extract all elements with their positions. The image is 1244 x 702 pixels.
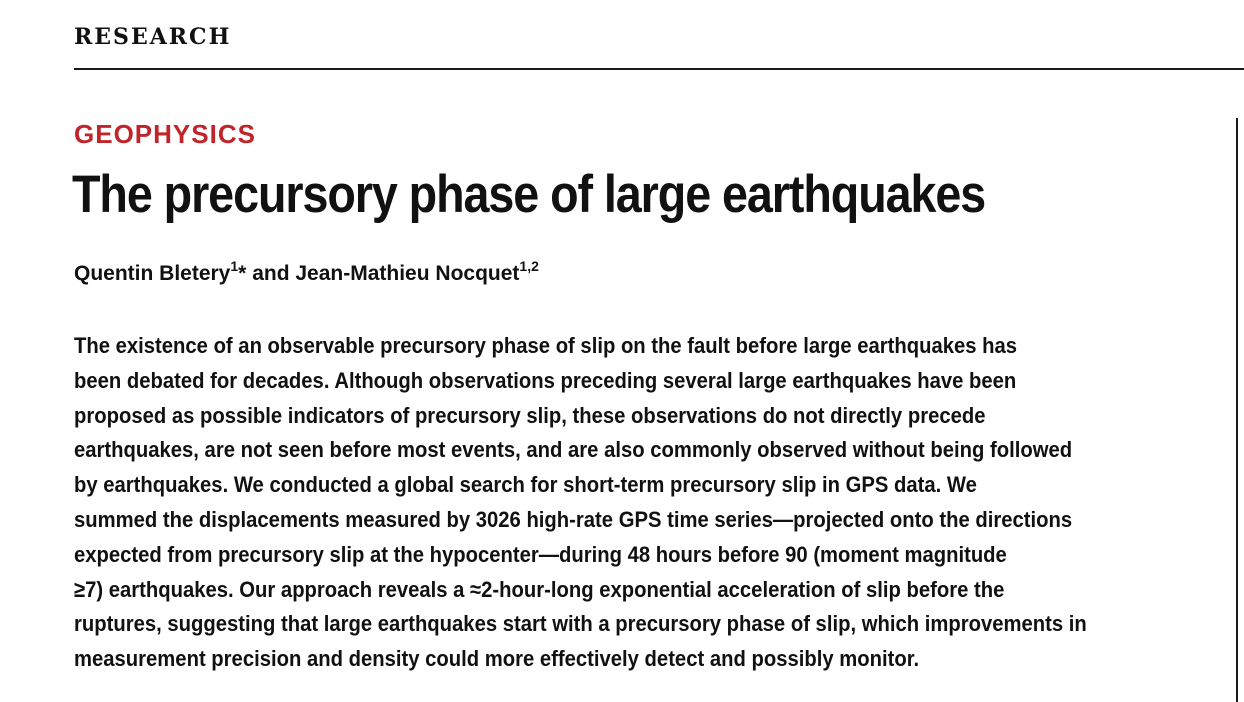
article-title: The precursory phase of large earthquakes (72, 165, 986, 224)
abstract (74, 329, 1224, 677)
author-name: Quentin Bletery (74, 262, 231, 285)
header-rule (74, 68, 1244, 70)
abstract-line: ruptures, suggesting that large earthquakes start with a precursory phase of slip, which improvements in (74, 611, 1087, 637)
abstract-line: earthquakes, are not seen before most events, and are also commonly observed without being followed (74, 437, 1073, 463)
abstract-line: expected from precursory slip at the hypocenter—during 48 hours before 90 (moment magnitude (74, 541, 1007, 567)
abstract-line: been debated for decades. Although observations preceding several large earthquakes have been (74, 367, 1017, 393)
author-affiliation: 1 (230, 258, 239, 274)
column-rule (1236, 118, 1238, 702)
author-name: Jean-Mathieu Nocquet (295, 262, 520, 285)
abstract-line: The existence of an observable precursory phase of slip on the fault before large earthquakes has (74, 333, 1018, 358)
abstract-line: summed the displacements measured by 3026 high-rate GPS time series—projected onto the directions (74, 506, 1073, 532)
abstract-line: ≥7) earthquakes. Our approach reveals a ≈2-hour-long exponential acceleration of slip before the (74, 576, 1005, 602)
abstract-line: by earthquakes. We conducted a global search for short-term precursory slip in GPS data. We (74, 472, 977, 498)
abstract-line: measurement precision and density could more effectively detect and possibly monitor. (74, 646, 920, 672)
author-list (74, 256, 539, 292)
article-category: GEOPHYSICS (74, 119, 256, 149)
author-affiliation: 1,2 (519, 258, 539, 274)
corresponding-author-mark: * (238, 262, 247, 285)
section-label: RESEARCH (74, 24, 232, 50)
author-separator: and (246, 262, 296, 285)
abstract-line: proposed as possible indicators of precursory slip, these observations do not directly precede (74, 402, 986, 428)
